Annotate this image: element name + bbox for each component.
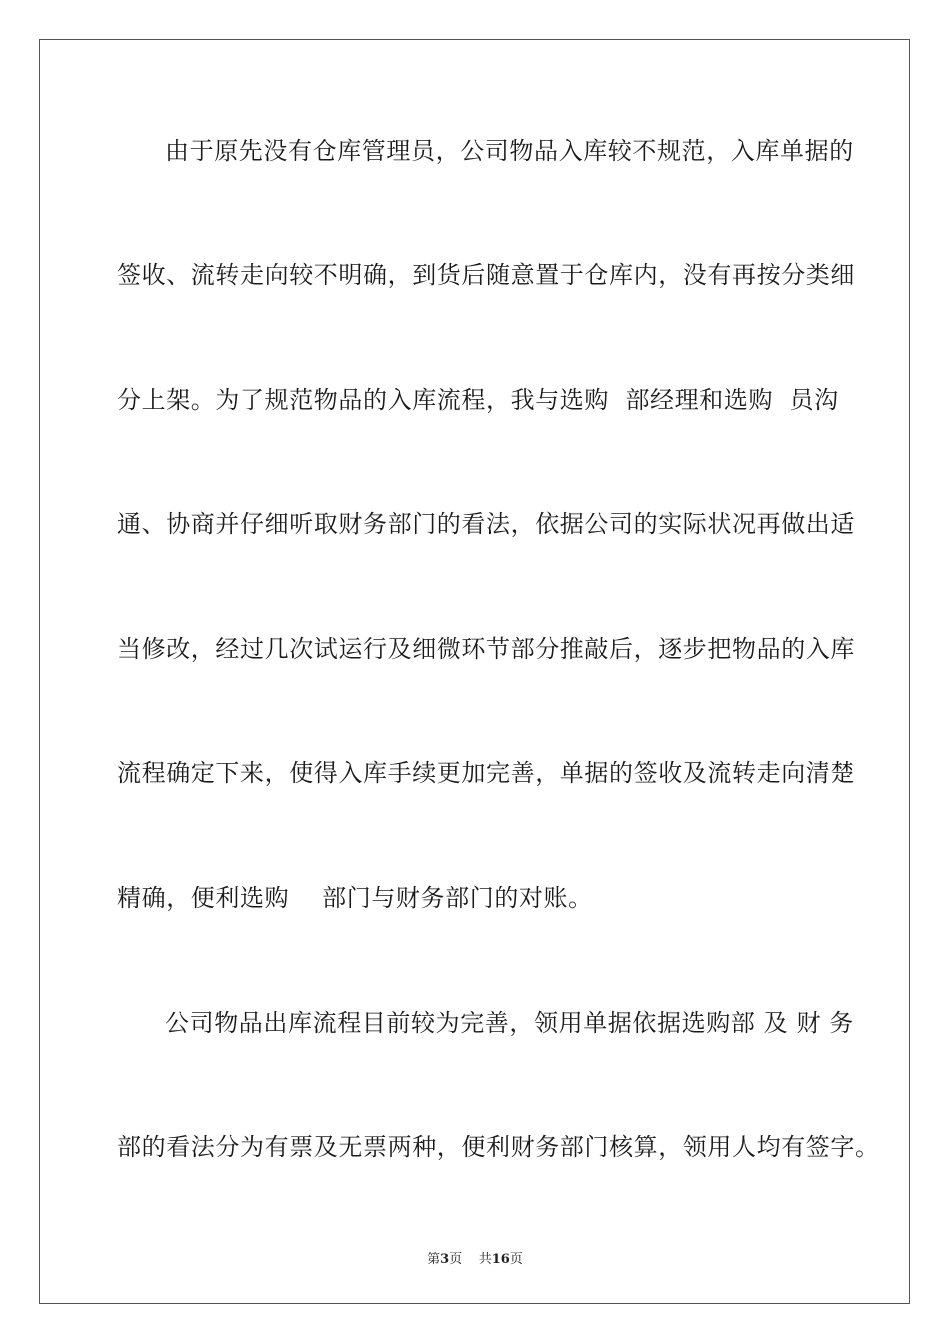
footer-page-suffix: 页 — [449, 1252, 463, 1267]
paragraph-1-line-3: 分上架。为了规范物品的入库流程，我与选购 部经理和选购 员沟 — [117, 386, 839, 414]
page-footer — [0, 1248, 950, 1267]
paragraph-1-line-5: 当修改，经过几次试运行及细微环节部分推敲后，逐步把物品的入库 — [117, 635, 855, 663]
footer-total-prefix: 共 — [478, 1252, 492, 1267]
paragraph-1-line-1: 由于原先没有仓库管理员，公司物品入库较不规范，入库单据的 — [165, 137, 854, 165]
footer-page-number: 3 — [440, 1252, 450, 1267]
footer-total-suffix: 页 — [509, 1252, 523, 1267]
paragraph-1-line-7: 精确，便利选购 部门与财务部门的对账。 — [117, 884, 593, 912]
footer-total-pages: 16 — [491, 1252, 510, 1267]
footer-page-prefix: 第 — [427, 1252, 441, 1267]
paragraph-1-line-4: 通、协商并仔细听取财务部门的看法，依据公司的实际状况再做出适 — [117, 510, 855, 538]
page-border — [39, 39, 910, 1304]
paragraph-2-line-1: 公司物品出库流程目前较为完善，领用单据依据选购部 及 财 务 — [165, 1009, 854, 1037]
paragraph-1-line-6: 流程确定下来，使得入库手续更加完善，单据的签收及流转走向清楚 — [117, 759, 855, 787]
paragraph-1-line-2: 签收、流转走向较不明确，到货后随意置于仓库内，没有再按分类细 — [117, 261, 855, 289]
paragraph-2-line-2: 部的看法分为有票及无票两种，便利财务部门核算，领用人均有签字。 — [117, 1133, 880, 1161]
